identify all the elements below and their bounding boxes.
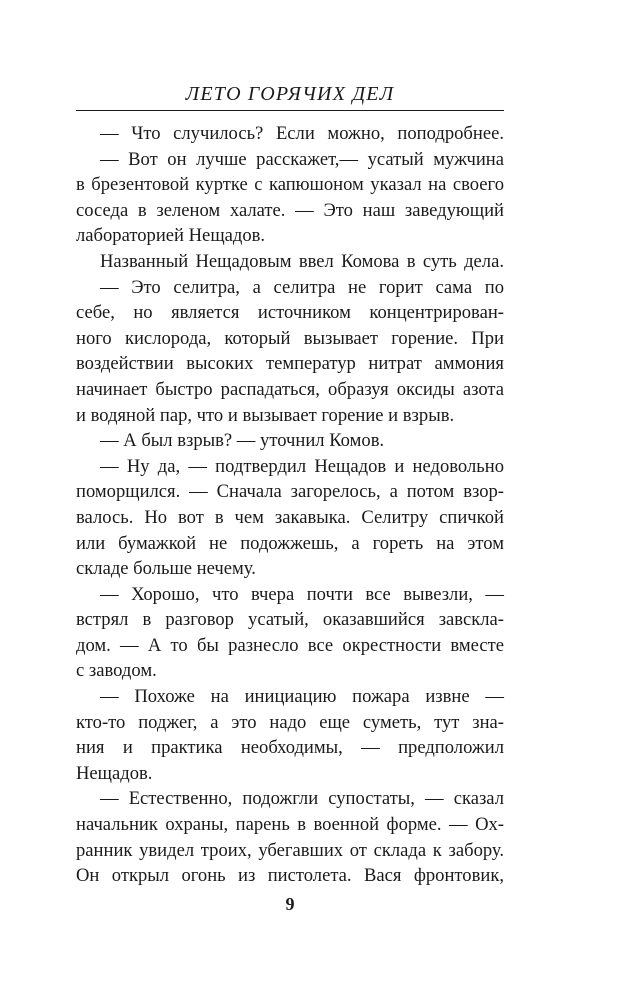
text-line: или бумажкой не подожжешь, а гореть на этом xyxy=(76,532,504,554)
text-line: — Хорошо, что вчера почти все вывезли, — xyxy=(100,583,504,605)
text-line: — А был взрыв? — уточнил Комов. xyxy=(100,430,385,452)
text-line: воздействии высоких температур нитрат аммония xyxy=(76,353,504,375)
text-line: — Ну да, — подтвердил Нещадов и недовольно xyxy=(100,455,504,477)
text-line: дом. — А то бы разнесло все окрестности вместе xyxy=(76,634,504,656)
text-line: — Похоже на инициацию пожара извне — xyxy=(100,686,504,708)
page-body xyxy=(76,121,504,889)
text-line: начинает быстро распадаться, образуя оксиды азота xyxy=(76,378,504,400)
text-line: ного кислорода, который вызывает горение. При xyxy=(76,327,504,349)
text-line: — Естественно, подожгли супостаты, — сказал xyxy=(100,788,504,810)
text-line: начальник охраны, парень в военной форме. — Ох- xyxy=(76,814,504,836)
text-line: соседа в зеленом халате. — Это наш заведующий xyxy=(76,199,504,221)
page-number: 9 xyxy=(285,894,295,914)
text-line: поморщился. — Сначала загорелось, а потом взор- xyxy=(76,481,504,503)
text-line: ния и практика необходимы, — предположил xyxy=(76,737,504,759)
text-line: встрял в разговор усатый, оказавшийся завсклa- xyxy=(76,609,504,631)
text-line: Нещадов. xyxy=(76,762,153,784)
header-rule xyxy=(76,110,504,111)
text-line: — Вот он лучше расскажет,— усатый мужчина xyxy=(100,148,504,170)
text-line: Названный Нещадовым ввел Комова в суть дела. xyxy=(100,250,504,272)
text-line: кто-то поджег, а это надо еще суметь, тут зна- xyxy=(76,711,504,733)
text-line: Он открыл огонь из пистолета. Вася фронтовик, xyxy=(76,865,504,887)
text-line: ранник увидел троих, убегавших от склада к забору. xyxy=(76,839,504,861)
text-line: в брезентовой куртке с капюшоном указал на своего xyxy=(76,174,504,196)
text-line: валось. Но вот в чем закавыка. Селитру спичкой xyxy=(76,506,504,528)
text-line: лабораторией Нещадов. xyxy=(76,225,266,247)
text-line: себе, но является источником концентрирован- xyxy=(76,302,504,324)
text-line: и водяной пар, что и вызывает горение и взрыв. xyxy=(76,404,455,426)
running-title: ЛЕТО ГОРЯЧИХ ДЕЛ xyxy=(185,83,395,105)
text-line: складе больше нечему. xyxy=(76,558,256,580)
text-line: — Что случилось? Если можно, поподробнее. xyxy=(100,123,504,144)
text-line: — Это селитра, а селитра не горит сама по xyxy=(100,276,504,298)
text-line: с заводом. xyxy=(76,660,157,682)
